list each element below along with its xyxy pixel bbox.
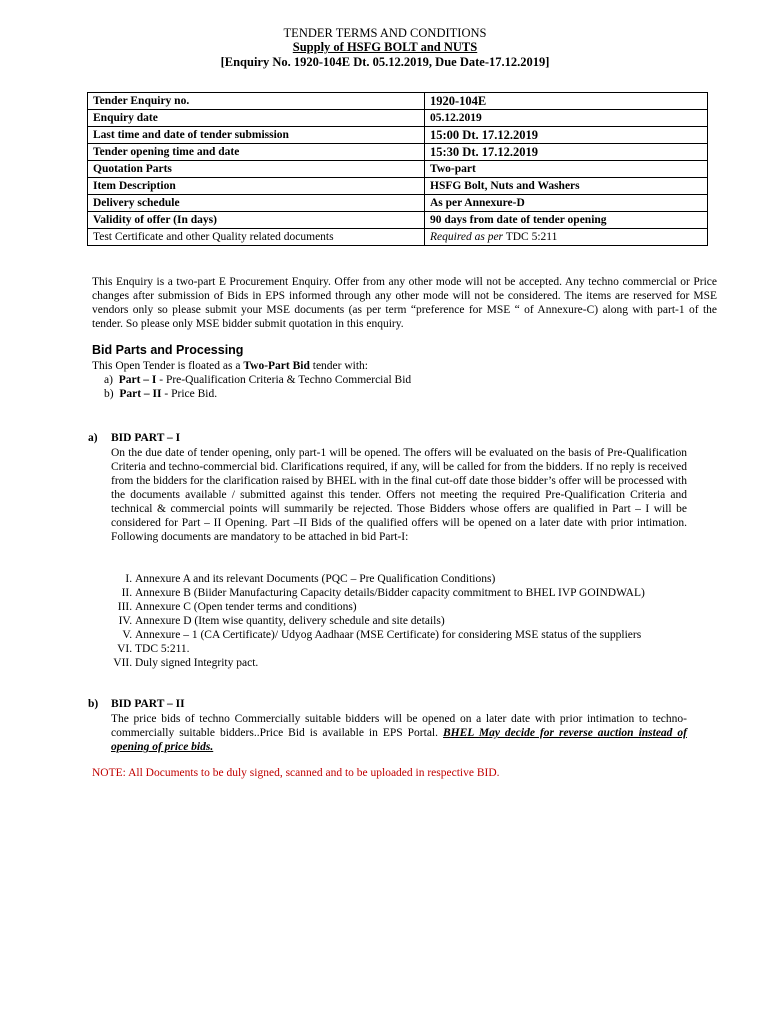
intro-text: This Open Tender is floated as a xyxy=(92,360,244,372)
table-row xyxy=(88,161,708,178)
enquiry-line: [Enquiry No. 1920-104E Dt. 05.12.2019, Due Date-17.12.2019] xyxy=(220,55,550,69)
bid-part-1-title: BID PART – I xyxy=(111,432,181,444)
list-item: VII. Duly signed Integrity pact. xyxy=(135,656,735,670)
row-value: 05.12.2019 xyxy=(425,110,708,127)
intro-paragraph: This Enquiry is a two-part E Procurement Enquiry. Offer from any other mode will not be accepted. Any techno commercial or Price changes after submission of Bids in EPS informed through any other mode will not be considered. The items are reserved for MSE vendors only so please submit your MSE documents (as per term “preference for MSE “ of Annexure-C) along with part-1 of the tender. So please only MSE bidder submit quotation in this enquiry. xyxy=(92,276,717,330)
bid-part-1-marker: a) xyxy=(88,432,98,444)
row-label: Last time and date of tender submission xyxy=(88,127,425,144)
part-label: Part – I xyxy=(118,374,157,386)
table-row xyxy=(88,127,708,144)
bid-part-b-item xyxy=(104,387,217,401)
list-item: IV. Annexure D (Item wise quantity, delivery schedule and site details) xyxy=(135,614,735,628)
intro-bold-text: Two-Part Bid xyxy=(243,360,310,372)
intro-text-end: tender with: xyxy=(309,360,368,372)
part-label: Part – II xyxy=(119,388,162,400)
row-value: 15:00 Dt. 17.12.2019 xyxy=(425,127,708,144)
list-marker: a) xyxy=(104,374,113,386)
table-row xyxy=(88,195,708,212)
bid-parts-heading: Bid Parts and Processing xyxy=(92,343,244,357)
row-label: Quotation Parts xyxy=(88,161,425,178)
list-item: III. Annexure C (Open tender terms and conditions) xyxy=(135,600,735,614)
row-value: Two-part xyxy=(425,161,708,178)
part-text: - Price Bid. xyxy=(161,388,218,400)
row-value-italic: Required as per xyxy=(430,230,504,243)
mandatory-documents-list xyxy=(111,572,735,670)
bid-part-2-marker: b) xyxy=(88,698,99,710)
bid-part-2-text: The price bids of techno Commercially suitable bidders will be opened on a later date with prior intimation to techno-commercially suitable bidders..Price Bid is available in EPS Portal. xyxy=(111,713,687,739)
bid-part-a-item xyxy=(104,373,411,387)
row-label: Delivery schedule xyxy=(88,195,425,212)
list-marker: b) xyxy=(104,388,114,400)
row-value-rest: TDC 5:211 xyxy=(503,230,558,243)
list-item: I. Annexure A and its relevant Documents (PQC – Pre Qualification Conditions) xyxy=(135,572,735,586)
row-value: 15:30 Dt. 17.12.2019 xyxy=(425,144,708,161)
table-row xyxy=(88,93,708,110)
row-value: HSFG Bolt, Nuts and Washers xyxy=(425,178,708,195)
table-row xyxy=(88,212,708,229)
list-item: VI. TDC 5:211. xyxy=(135,642,735,656)
part-text: - Pre-Qualification Criteria & Techno Commercial Bid xyxy=(156,374,412,386)
reverse-auction-note: BHEL May decide for reverse auction instead of opening of price bids. xyxy=(111,727,687,753)
row-label: Tender opening time and date xyxy=(88,144,425,161)
list-item: V. Annexure – 1 (CA Certificate)/ Udyog Aadhaar (MSE Certificate) for considering MSE status of the suppliers xyxy=(135,628,735,642)
table-row xyxy=(88,144,708,161)
row-label: Enquiry date xyxy=(88,110,425,127)
bid-parts-intro xyxy=(92,359,368,373)
row-label: Tender Enquiry no. xyxy=(88,93,425,110)
row-label: Item Description xyxy=(88,178,425,195)
bid-part-2-title: BID PART – II xyxy=(111,698,185,710)
tender-terms-table xyxy=(87,92,708,246)
row-value: 90 days from date of tender opening xyxy=(425,212,708,229)
table-row xyxy=(88,229,708,246)
table-row xyxy=(88,178,708,195)
list-item: II. Annexure B (Biider Manufacturing Capacity details/Bidder capacity commitment to BHEL IVP GOINDWAL) xyxy=(135,586,735,600)
table-row xyxy=(88,110,708,127)
document-title: TENDER TERMS AND CONDITIONS xyxy=(283,26,487,40)
bid-part-1-body: On the due date of tender opening, only part-1 will be opened. The offers will be evaluated on the basis of Pre-Qualification Criteria and techno-commercial bid. Clarifications required, if any, will be called for from the bidders. If no reply is received from the bidders for the clarification raised by BHEL with in the final cut-off date those bidder’s offer will be processed with the documents available / submitted against this tender. Offers not meeting the required Pre-Qualification Criteria and technical & commercial points will summarily be rejected. Those Bidders whose offers are qualified in Part – I will be considered for Part – II Opening. Part –II Bids of the qualified offers will be opened on a later date with prior intimation. Following documents are mandatory to be attached in bid Part-I: xyxy=(111,447,687,543)
row-label: Test Certificate and other Quality related documents xyxy=(88,229,425,246)
row-value: 1920-104E xyxy=(425,93,708,110)
row-value: As per Annexure-D xyxy=(425,195,708,212)
row-label: Validity of offer (In days) xyxy=(88,212,425,229)
document-subtitle: Supply of HSFG BOLT and NUTS xyxy=(292,40,478,54)
upload-note: NOTE: All Documents to be duly signed, scanned and to be uploaded in respective BID. xyxy=(92,767,500,779)
row-value xyxy=(425,229,708,246)
bid-part-2-body xyxy=(111,712,687,754)
